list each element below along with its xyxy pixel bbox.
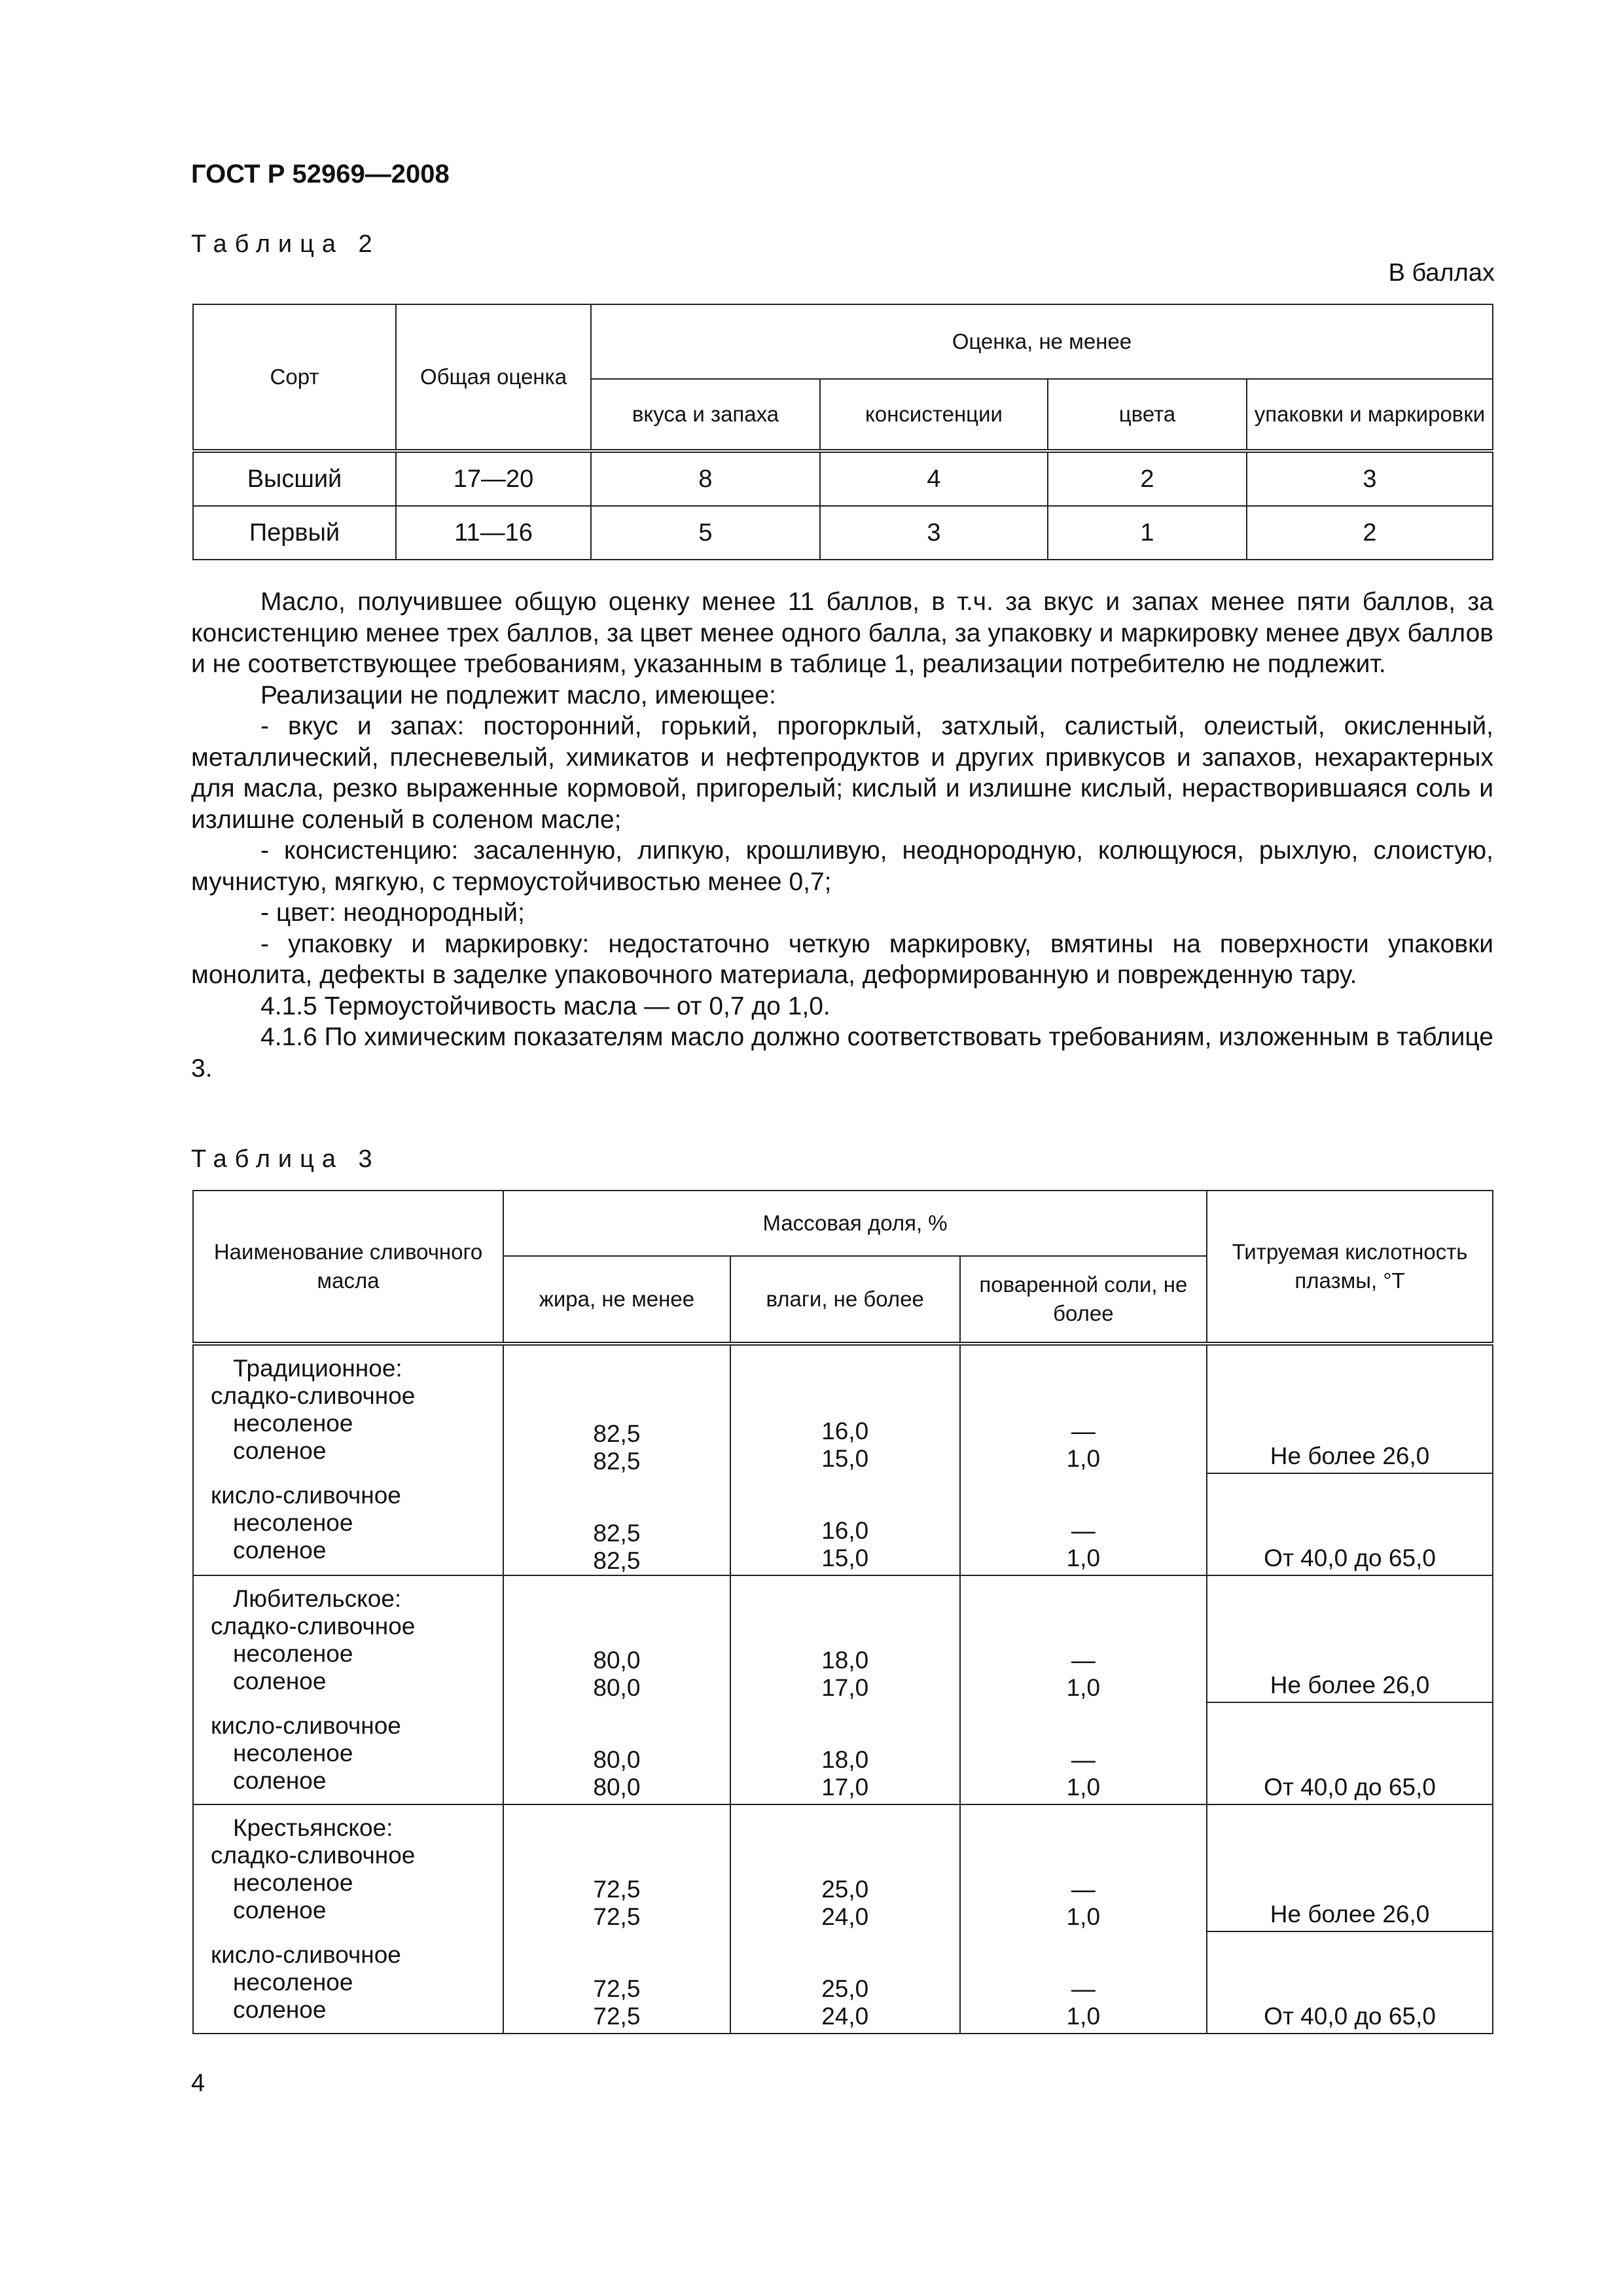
table-row [193,506,1493,560]
table3-cell-acidity: От 40,0 до 65,0 [1207,1702,1493,1804]
paragraph: 4.1.5 Термоустойчивость масла — от 0,7 до 1,0. [260,992,830,1020]
value: 72,5 [593,1876,641,1903]
variant: несоленое [233,1740,353,1767]
table3-header-salt: поваренной соли, не более [960,1256,1207,1344]
value: 80,0 [593,1746,641,1773]
paragraph: Масло, получившее общую оценку менее 11 баллов, в т.ч. за вкус и запах менее пяти баллов, за консистенцию менее трех баллов, за цвет менее одного балла, за упаковку и маркировку менее двух баллов и не соответствующее требованиям, указанным в таблице 1, реализации потребителю не подлежит. [191,588,1493,678]
table3-cell-acidity: От 40,0 до 65,0 [1207,1473,1493,1575]
subtype: сладко-сливочное [211,1613,416,1640]
subtype: сладко-сливочное [211,1842,416,1869]
value: — [1071,1746,1096,1773]
value: 80,0 [593,1647,641,1674]
variant: соленое [233,1897,327,1924]
table2-header-color: цвета [1048,379,1247,451]
value: — [1071,1517,1096,1544]
table2-cell-sort: Высший [193,451,396,506]
table3-header-acidity: Титруемая кислотность плазмы, °Т [1207,1191,1493,1344]
value: — [1071,1876,1096,1903]
group-title: Любительское: [233,1585,402,1612]
value: 1,0 [1066,2003,1101,2030]
table-row [193,1344,1493,1473]
value: — [1071,1418,1096,1444]
variant: соленое [233,1437,327,1464]
table3-cell-acidity: Не более 26,0 [1207,1344,1493,1473]
value: 72,5 [593,1903,641,1930]
table-row [193,1575,1493,1702]
table2-header-taste: вкуса и запаха [591,379,820,451]
table3-cell-acidity: От 40,0 до 65,0 [1207,1931,1493,2034]
subtype: сладко-сливочное [211,1382,416,1409]
table3-cell-name [193,1344,503,1575]
variant: несоленое [233,1969,353,1996]
table2-cell-taste: 8 [591,451,820,506]
value: 16,0 [821,1517,869,1544]
value: 15,0 [821,1545,869,1571]
table2-cell-color: 1 [1048,506,1247,560]
body-text [191,586,1493,1084]
value: 25,0 [821,1876,869,1903]
table3-cell-acidity: Не более 26,0 [1207,1575,1493,1702]
value: 82,5 [593,1520,641,1547]
table3-cell-fat [503,1575,730,1804]
table2-cell-sort: Первый [193,506,396,560]
table3-caption: Таблица 3 [191,1145,380,1173]
table3-cell-name [193,1575,503,1804]
value: 82,5 [593,1420,641,1447]
value: 1,0 [1066,1445,1101,1472]
variant: несоленое [233,1410,353,1437]
value: 72,5 [593,1975,641,2002]
value: 72,5 [593,2003,641,2030]
value: 1,0 [1066,1545,1101,1571]
value: 82,5 [593,1448,641,1475]
variant: несоленое [233,1869,353,1896]
subtype: кисло-сливочное [211,1482,401,1509]
value: 16,0 [821,1418,869,1444]
value: 17,0 [821,1674,869,1701]
table-row [193,451,1493,506]
table3-cell-name [193,1804,503,2034]
table2-unit: В баллах [1388,259,1495,287]
table2-cell-packaging: 3 [1247,451,1493,506]
paragraph: - вкус и запах: посторонний, горький, прогорклый, затхлый, салистый, олеистый, окисленный, металлический, плесневелый, химикатов и нефтепродуктов и других привкусов и запахов, нехарактерных для масла, резко выраженные кормовой, пригорелый; кислый и излишне кислый, нерастворившаяся соль и излишне соленый в соленом масле; [191,712,1493,834]
variant: несоленое [233,1640,353,1667]
variant: несоленое [233,1509,353,1536]
table2-cell-taste: 5 [591,506,820,560]
value: 1,0 [1066,1903,1101,1930]
value: 18,0 [821,1647,869,1674]
page-number: 4 [191,2070,205,2097]
table2-cell-packaging: 2 [1247,506,1493,560]
table2-header-sort: Сорт [193,304,396,451]
paragraph: - консистенцию: засаленную, липкую, крошливую, неоднородную, колющуюся, рыхлую, слоистую, мучнистую, мягкую, с термоустойчивостью менее 0,7; [191,836,1493,896]
variant: соленое [233,1996,327,2023]
value: — [1071,1647,1096,1674]
subtype: кисло-сливочное [211,1941,401,1968]
group-title: Крестьянское: [233,1814,393,1841]
paragraph: 4.1.6 По химическим показателям масло должно соответствовать требованиям, изложенным в таблице 3. [191,1023,1493,1083]
table3 [192,1190,1493,2034]
table2-cell-consistency: 3 [820,506,1048,560]
value: — [1071,1975,1096,2002]
value: 1,0 [1066,1774,1101,1801]
table2-header-group: Оценка, не менее [591,304,1493,379]
table3-cell-salt [960,1575,1207,1804]
table2-cell-overall: 11—16 [396,506,591,560]
subtype: кисло-сливочное [211,1712,401,1739]
value: 15,0 [821,1445,869,1472]
table3-header-name: Наименование сливочного масла [193,1191,503,1344]
table3-cell-moisture [730,1804,960,2034]
table3-header-moisture: влаги, не более [730,1256,960,1344]
value: 82,5 [593,1547,641,1574]
variant: соленое [233,1537,327,1564]
table2-header-consistency: консистенции [820,379,1048,451]
table3-cell-acidity: Не более 26,0 [1207,1804,1493,1931]
value: 80,0 [593,1774,641,1801]
paragraph: - упаковку и маркировку: недостаточно четкую маркировку, вмятины на поверхности упаковки монолита, дефекты в заделке упаковочного материала, деформированную и поврежденную тару. [191,929,1493,989]
table3-header-fat: жира, не менее [503,1256,730,1344]
table2-cell-overall: 17—20 [396,451,591,506]
value: 25,0 [821,1975,869,2002]
document-code: ГОСТ Р 52969—2008 [191,160,450,188]
value: 24,0 [821,1903,869,1930]
table3-cell-moisture [730,1344,960,1575]
table2-header-packaging: упаковки и маркировки [1247,379,1493,451]
paragraph: - цвет: неоднородный; [260,899,525,927]
value: 18,0 [821,1746,869,1773]
table-row [193,1804,1493,1931]
variant: соленое [233,1668,327,1695]
table2-cell-consistency: 4 [820,451,1048,506]
table2 [192,304,1493,560]
table3-cell-fat [503,1804,730,2034]
table3-cell-fat [503,1344,730,1575]
table2-caption: Таблица 2 [191,230,380,258]
table2-cell-color: 2 [1048,451,1247,506]
table3-cell-salt [960,1804,1207,2034]
table2-header-overall: Общая оценка [396,304,591,451]
table3-cell-moisture [730,1575,960,1804]
value: 80,0 [593,1674,641,1701]
variant: соленое [233,1767,327,1794]
value: 17,0 [821,1774,869,1801]
table3-header-group: Массовая доля, % [503,1191,1207,1256]
value: 24,0 [821,2003,869,2030]
value: 1,0 [1066,1674,1101,1701]
paragraph: Реализации не подлежит масло, имеющее: [260,681,776,709]
group-title: Традиционное: [233,1355,402,1382]
table3-cell-salt [960,1344,1207,1575]
